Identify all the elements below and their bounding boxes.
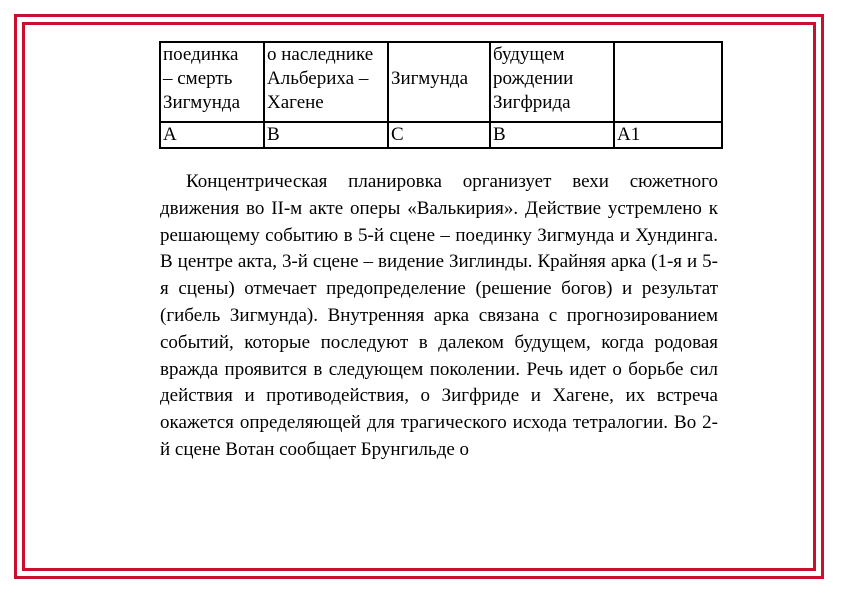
scheme-table [159, 41, 723, 149]
table-cell: о наследнике Альбериха – Хагене [264, 42, 388, 122]
section-code-cell: B [264, 122, 388, 148]
table-cell: Зигмунда [388, 42, 490, 122]
table-cell: будущем рождении Зигфрида [490, 42, 614, 122]
table-row [160, 42, 722, 122]
section-code-cell: A [160, 122, 264, 148]
table-cell [614, 42, 722, 122]
section-code-cell: B [490, 122, 614, 148]
table-row [160, 122, 722, 148]
table-cell: поединка – смерть Зигмунда [160, 42, 264, 122]
body-paragraph: Концентрическая планировка организует вехи сюжетного движения во II-м акте оперы «Валькирия». Действие устремлено к решающему событию в 5-й сцене – поединку Зигмунда и Хундинга. В центре акта, 3-й сцене – видение Зиглинды. Крайняя арка (1-я и 5-я сцены) отмечает предопределение (решение богов) и результат (гибель Зигмунда). Внутренняя арка связана с прогнозированием событий, которые последуют в далеком будущем, когда родовая вражда проявится в следующем поколении. Речь идет о борьбе сил действия и противодействия, о Зигфриде и Хагене, их встреча окажется определяющей для трагического исхода тетралогии. Во 2-й сцене Вотан сообщает Брунгильде о [160, 171, 718, 460]
section-code-cell: C [388, 122, 490, 148]
section-code-cell: A1 [614, 122, 722, 148]
